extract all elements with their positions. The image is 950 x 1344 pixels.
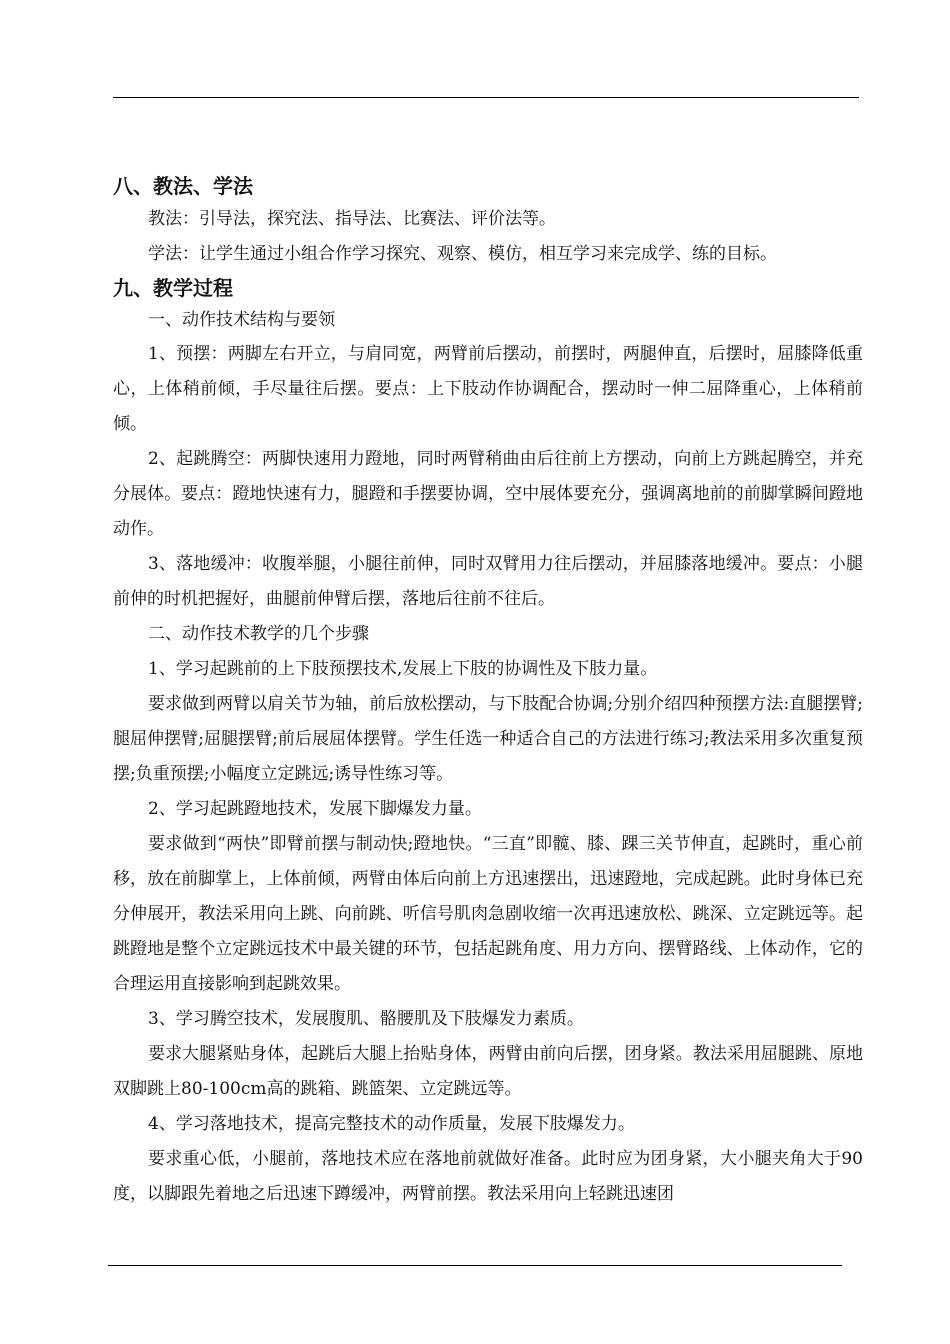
footer-rule [108,1265,842,1266]
step-2-body: 要求做到“两快”即臂前摆与制动快;蹬地快。“三直”即髋、膝、踝三关节伸直，起跳时，重心前移，放在前脚掌上，上体前倾，两臂由体后向前上方迅速摆出，迅速蹬地，完成起跳。此时身体已充分伸展开，教法采用向上跳、向前跳、听信号肌肉急剧收缩一次再迅速放松、跳深、立定跳远等。起跳蹬地是整个立定跳远技术中最关键的环节，包括起跳角度、用力方向、摆臂路线、上体动作，它的合理运用直接影响到起跳效果。 [113,834,863,994]
step-1-body: 要求做到两臂以肩关节为轴，前后放松摆动，与下肢配合协调;分别介绍四种预摆方法:直腿摆臂;腿屈伸摆臂;屈腿摆臂;前后展屈体摆臂。学生任选一种适合自己的方法进行练习;教法采用多次重复预摆;负重预摆;小幅度立定跳远;诱导性练习等。 [113,694,863,784]
header-rule [113,97,859,98]
learning-method-text: 学法：让学生通过小组合作学习探究、观察、模仿，相互学习来完成学、练的目标。 [148,244,777,264]
part-2-title: 二、动作技术教学的几个步骤 [148,624,369,644]
section-8-heading: 八、教法、学法 [113,174,253,198]
section-9-heading: 九、教学过程 [113,276,233,300]
part-1-title: 一、动作技术结构与要领 [148,310,335,330]
step-3-title: 3、学习腾空技术，发展腹肌、骼腰肌及下肢爆发力素质。 [148,1009,584,1029]
step-3-body: 要求大腿紧贴身体，起跳后大腿上抬贴身体，两臂由前向后摆，团身紧。教法采用屈腿跳、原地双脚跳上80-100cm高的跳箱、跳篮架、立定跳远等。 [113,1044,863,1099]
step-4-title: 4、学习落地技术，提高完整技术的动作质量，发展下肢爆发力。 [148,1114,635,1134]
teaching-method-text: 教法：引导法，探究法、指导法、比赛法、评价法等。 [148,209,556,229]
part-1-item-takeoff: 2、起跳腾空：两脚快速用力蹬地，同时两臂稍曲由后往前上方摆动，向前上方跳起腾空，并充分展体。要点：蹬地快速有力，腿蹬和手摆要协调，空中展体要充分，强调离地前的前脚掌瞬间蹬地动作。 [113,449,863,539]
step-2-title: 2、学习起跳蹬地技术，发展下脚爆发力量。 [148,799,482,819]
step-4-body: 要求重心低，小腿前，落地技术应在落地前就做好准备。此时应为团身紧，大小腿夹角大于90度，以脚跟先着地之后迅速下蹲缓冲，两臂前摆。教法采用向上轻跳迅速团 [113,1149,863,1204]
document-body [113,170,863,1212]
part-1-item-landing: 3、落地缓冲：收腹举腿，小腿往前伸，同时双臂用力往后摆动，并屈膝落地缓冲。要点：小腿前伸的时机把握好，曲腿前伸臂后摆，落地后往前不往后。 [113,554,863,609]
step-1-title: 1、学习起跳前的上下肢预摆技术,发展上下肢的协调性及下肢力量。 [148,659,658,679]
part-1-item-prep-swing: 1、预摆：两脚左右开立，与肩同宽，两臂前后摆动，前摆时，两腿伸直，后摆时，屈膝降低重心，上体稍前倾，手尽量往后摆。要点：上下肢动作协调配合，摆动时一伸二屈降重心，上体稍前倾。 [113,344,863,434]
